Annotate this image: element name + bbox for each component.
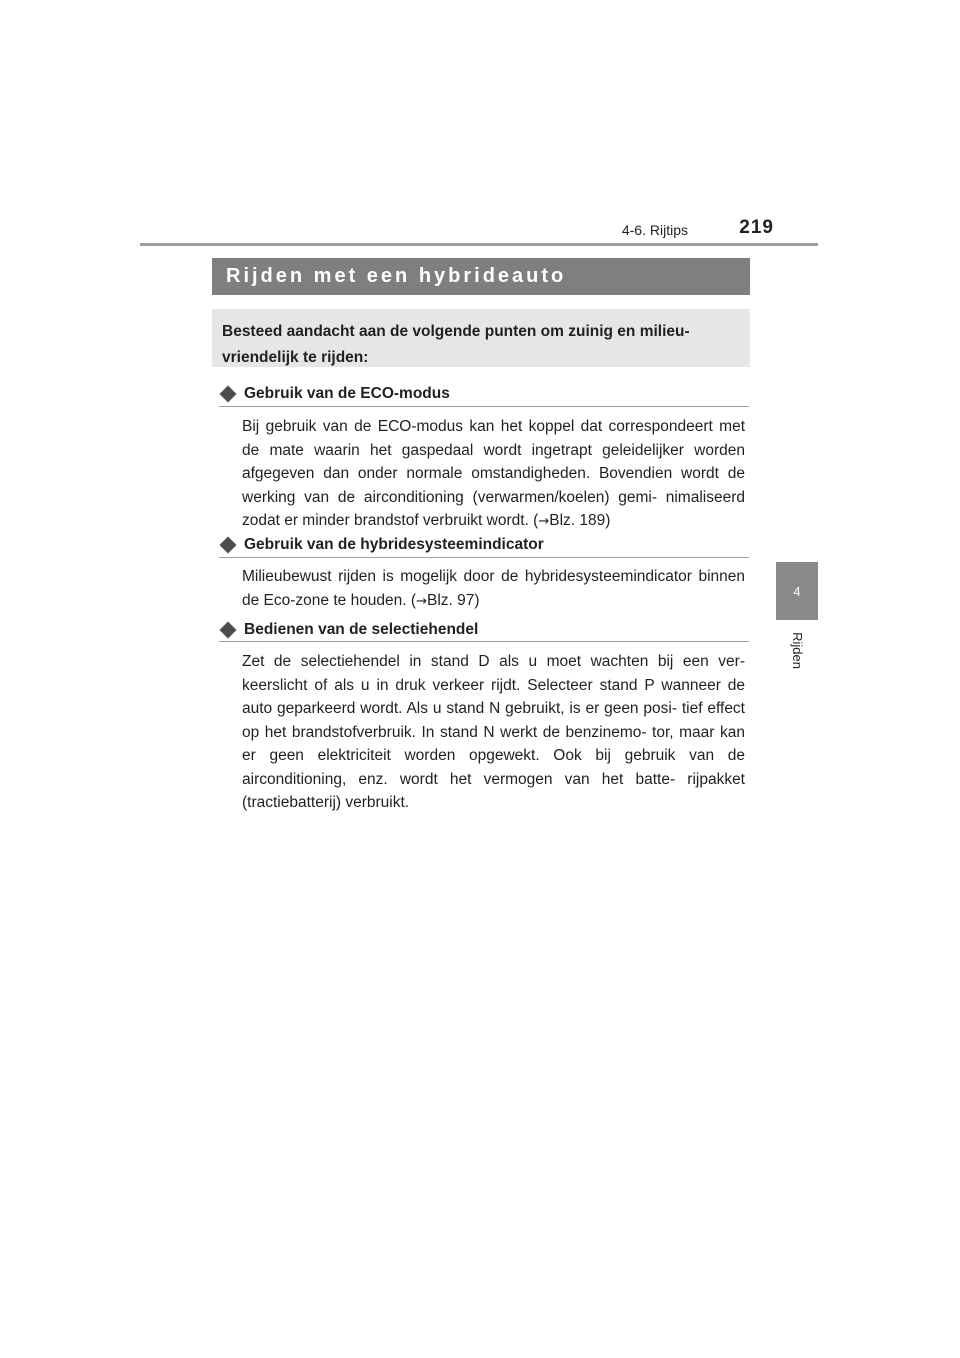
diamond-bullet-icon [220,537,237,554]
topic-body-hybrid-indicator [242,565,745,613]
chapter-title: Rijden [789,631,805,669]
chapter-side-label [776,626,818,674]
intro-text: Besteed aandacht aan de volgende punten om zuinig en milieu- vriendelijk te rijden: [222,323,690,366]
topic-heading-hybrid-indicator [219,533,749,557]
arrow-right-icon: → [416,593,427,609]
section-title: Rijden met een hybrideauto [226,265,567,287]
topic-heading-text: Gebruik van de ECO-modus [244,385,450,402]
topic-body-selector-lever [242,650,745,815]
section-title-bar [212,258,750,295]
topic-heading-selector-lever [219,618,749,642]
topic-body-text: Milieubewust rijden is mogelijk door de hybridesysteemindicator binnen de Eco-zone te houden. ( [242,568,745,609]
topic-body-eco-mode [242,415,745,534]
chapter-tab [776,562,818,620]
topic-body-text: Zet de selectiehendel in stand D als u moet wachten bij een ver- keerslicht of als u in druk verkeer rijdt. Selecteer stand P wanneer de auto geparkeerd wordt. Als u stand N gebruikt, is er geen posi- tief effect op het brandstofverbruik. In stand N werkt de benzinemo- tor, maar kan er geen elektriciteit worden opgewekt. Ook bij gebruik van de airconditioning, enz. wordt het vermogen van het batte- rijpakket (tractiebatterij) verbruikt. [242,653,745,811]
diamond-bullet-icon [220,386,237,403]
page-reference: Blz. 97) [426,591,480,609]
topic-heading-eco-mode [219,382,749,406]
topic-heading-text: Gebruik van de hybridesysteemindicator [244,536,544,553]
page-reference: Blz. 189) [549,512,611,529]
topic-divider [219,406,749,407]
header-section-label: 4-6. Rijtips [621,222,688,238]
intro-box [212,309,750,367]
header-divider [140,243,818,246]
page-number: 219 [739,217,774,238]
topic-heading-text: Bedienen van de selectiehendel [244,621,479,638]
topic-divider [219,557,749,558]
topic-body-text: Bij gebruik van de ECO-modus kan het koppel dat correspondeert met de mate waarin het gaspedaal wordt ingetrapt geleidelijker worden afgegeven dan onder normale omstandigheden. Bovendien wordt de werking van de airconditioning (verwarmen/koelen) gemi- nimaliseerd zodat er minder brandstof verbruikt wordt. ( [242,418,745,529]
chapter-number: 4 [793,583,801,599]
topic-divider [219,641,749,642]
diamond-bullet-icon [220,622,237,639]
arrow-right-icon: → [538,514,550,529]
